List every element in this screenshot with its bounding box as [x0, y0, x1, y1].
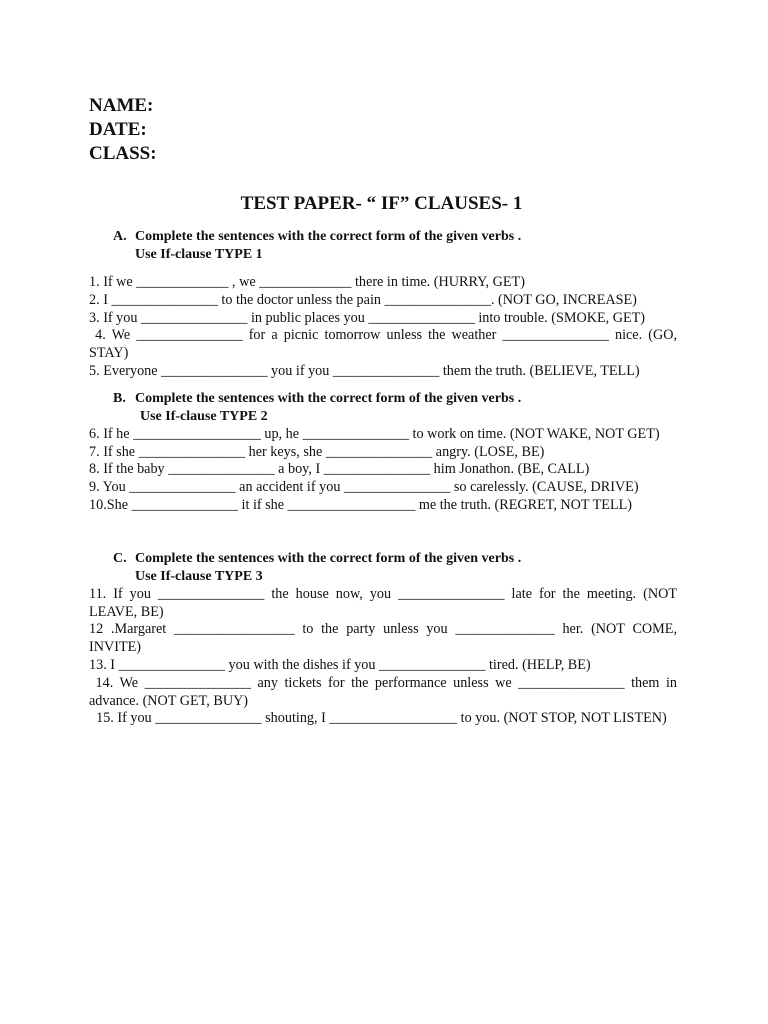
test-paper	[89, 94, 681, 728]
instruction-text: Complete the sentences with the correct form of the given verbs .	[135, 390, 522, 406]
question-item: 5. Everyone _______________ you if you _______________ them the truth. (BELIEVE, TELL)	[89, 362, 640, 379]
section-a	[89, 228, 681, 381]
question-item: 6. If he __________________ up, he _______________ to work on time. (NOT WAKE, NOT GET)	[89, 425, 660, 442]
instruction-subtext: Use If-clause TYPE 2	[140, 408, 268, 424]
section-letter: A.	[113, 229, 127, 244]
instruction-text: Complete the sentences with the correct form of the given verbs .	[135, 229, 522, 244]
instruction-subtext: Use If-clause TYPE 3	[135, 568, 263, 584]
question-item: 10.She _______________ it if she __________________ me the truth. (REGRET, NOT TELL)	[89, 496, 633, 513]
section-c-instruction	[89, 550, 677, 586]
question-item: 2. I _______________ to the doctor unless the pain _______________. (NOT GO, INCREASE)	[89, 291, 637, 308]
question-item: 4. We _______________ for a picnic tomorrow unless the weather _______________ nice. (GO, STAY)	[89, 327, 681, 362]
question-item: 1. If we _____________ , we _____________ there in time. (HURRY, GET)	[89, 274, 525, 290]
instruction-subtext: Use If-clause TYPE 1	[135, 247, 263, 262]
section-b	[89, 390, 677, 515]
question-item: 9. You _______________ an accident if you _______________ so carelessly. (CAUSE, DRIVE)	[89, 479, 639, 496]
section-a-instruction	[89, 228, 677, 264]
section-letter: C.	[113, 550, 127, 566]
instruction-text: Complete the sentences with the correct form of the given verbs .	[135, 550, 522, 566]
question-item: 7. If she _______________ her keys, she _______________ angry. (LOSE, BE)	[89, 443, 545, 460]
section-c	[89, 550, 681, 728]
question-item: 15. If you _______________ shouting, I __________________ to you. (NOT STOP, NOT LISTEN)	[89, 710, 667, 727]
question-item: 13. I _______________ you with the dishes if you _______________ tired. (HELP, BE)	[89, 656, 591, 673]
date-label: DATE:	[89, 119, 147, 140]
question-item: 11. If you _______________ the house now, you _______________ late for the meeting. (NOT LEAVE, BE)	[89, 585, 677, 620]
question-item: 12 .Margaret _________________ to the party unless you ______________ her. (NOT COME, INVITE)	[89, 621, 677, 656]
section-b-instruction	[89, 390, 677, 426]
section-letter: B.	[113, 390, 126, 406]
question-item: 8. If the baby _______________ a boy, I _______________ him Jonathon. (BE, CALL)	[89, 461, 590, 478]
question-item: 3. If you _______________ in public places you _______________ into trouble. (SMOKE, GET)	[89, 309, 646, 326]
class-label: CLASS:	[89, 143, 157, 164]
name-label: NAME:	[89, 95, 154, 116]
page-title: TEST PAPER- “ IF” CLAUSES- 1	[240, 193, 523, 214]
question-item: 14. We _______________ any tickets for the performance unless we _______________ them in advance. (NOT GET, BUY)	[89, 674, 681, 709]
